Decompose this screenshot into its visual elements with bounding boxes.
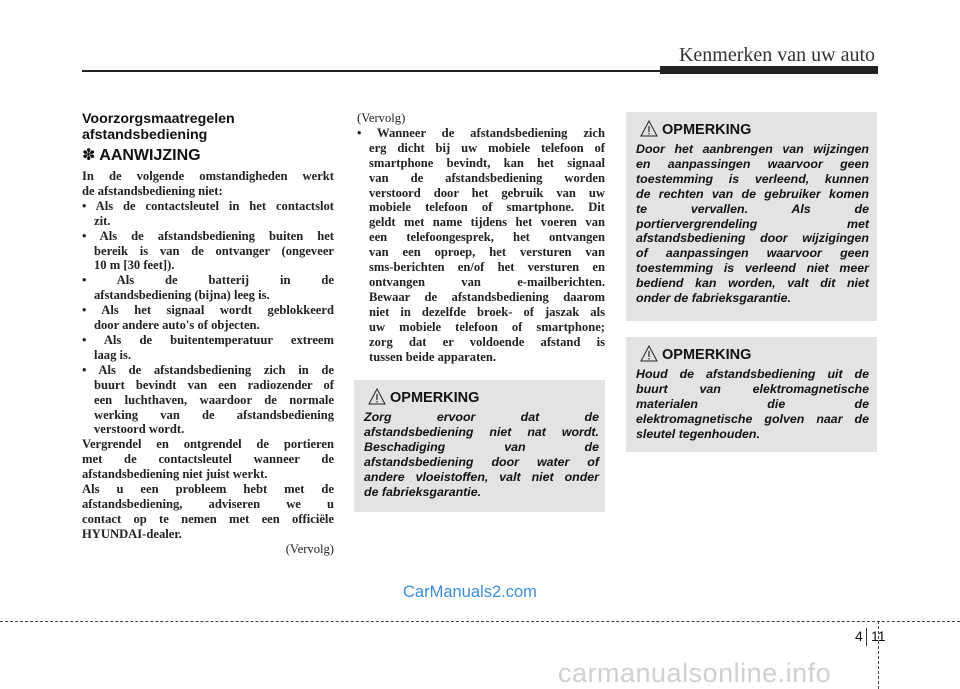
warning-line: of aanpassingen waarvoor geen (636, 246, 869, 261)
bullet-line: door andere auto's of objecten. (94, 318, 260, 333)
warning-triangle-icon (368, 388, 386, 406)
warning-box (626, 337, 877, 452)
warning-line: andere vloeistoffen, valt niet onder (364, 469, 599, 484)
bullet-line: sms-berichten en/of het versturen en (369, 260, 605, 275)
bullet-line: niet in dezelfde broek- of jaszak als (369, 304, 605, 319)
paragraph (82, 437, 334, 482)
footer-rule (0, 621, 960, 622)
bullet-item (82, 363, 334, 438)
bullet-line: zit. (94, 213, 111, 228)
bullet-line: • Als de contactsleutel in het contactslot (82, 198, 334, 213)
bullet-line: geldt met name tijdens het voeren van (369, 215, 605, 230)
paragraph (82, 482, 334, 542)
warning-line: Zorg ervoor dat de (364, 410, 599, 424)
column-left (82, 111, 334, 557)
warning-line: materialen die de (636, 396, 869, 411)
warning-line: de fabrieksgarantie. (364, 484, 482, 499)
bullet-line: van de afstandsbediening worden (369, 170, 605, 185)
warning-line: Beschadiging van de (364, 439, 599, 454)
bullet-line: een luchthaven, waardoor de normale (94, 392, 334, 407)
warning-line: afstandsbediening door wijzigingen (636, 231, 869, 246)
warning-line: sleutel tegenhouden. (636, 426, 760, 441)
warning-body (364, 410, 599, 499)
warning-title: OPMERKING (662, 347, 752, 363)
warning-line: de rechten van de gebruiker komen (636, 186, 869, 201)
warning-box (626, 112, 877, 321)
bullet-line: tussen beide apparaten. (369, 349, 497, 364)
paragraph-line: HYUNDAI-dealer. (82, 526, 182, 541)
warning-line: elektromagnetische golven naar de (636, 411, 869, 426)
watermark-text: carmanualsonline.info (558, 658, 832, 688)
warning-line: en aanpassingen waarvoor geen (636, 156, 869, 171)
paragraph-line: Als u een probleem hebt met de (82, 482, 334, 497)
section-heading-line: Voorzorgsmaatregelen (82, 111, 235, 127)
warning-line: onder de fabrieksgarantie. (636, 291, 791, 306)
warning-line: toestemming is verleend niet meer (636, 261, 869, 276)
warning-line: bediend kan worden, valt dit niet (636, 276, 869, 291)
chapter-number: 4 (855, 628, 863, 644)
bullet-line: • Als het signaal wordt geblokkeerd (82, 303, 334, 318)
bullet-line: laag is. (94, 347, 132, 362)
paragraph-line: met de contactsleutel wanneer de (82, 452, 334, 467)
page-number: 11 (871, 628, 886, 644)
paragraph-line: Vergrendel en ontgrendel de portieren (82, 437, 334, 452)
bullet-item (82, 303, 334, 333)
bullet-item (82, 199, 334, 229)
warning-line: portiervergrendeling met (636, 216, 869, 231)
bullet-line: Bewaar de afstandsbediening daarom (369, 289, 605, 304)
bullet-line: afstandsbediening (bijna) leeg is. (94, 288, 270, 303)
bullet-line: zorg dat er voldoende afstand is (369, 334, 605, 349)
watermark-link[interactable]: CarManuals2.com (403, 583, 537, 601)
warning-title: OPMERKING (390, 390, 480, 406)
bullet-line: 10 m [30 feet]). (94, 258, 175, 273)
column-middle (357, 111, 605, 364)
warning-line: te vervallen. Als de (636, 201, 869, 216)
header-rule (82, 70, 662, 72)
intro-line: de afstandsbediening niet: (82, 183, 223, 198)
bullet-line: verstoord wordt. (94, 422, 185, 437)
section-heading (82, 111, 334, 143)
warning-line: buurt van elektromagnetische (636, 381, 869, 396)
bullet-line: • Als de batterij in de (82, 273, 334, 288)
bullet-item (357, 126, 605, 365)
warning-line: afstandsbediening niet nat wordt. (364, 424, 599, 439)
bullet-line: verstoord door het gebruik van uw (369, 185, 605, 200)
bullet-line: van een oproep, het versturen van (369, 245, 605, 260)
warning-line: afstandsbediening door water of (364, 454, 599, 469)
bullet-line: werking van de afstandsbediening (94, 407, 334, 422)
warning-line: toestemming is verleend, kunnen (636, 171, 869, 186)
warning-line: Door het aanbrengen van wijzingen (636, 142, 869, 156)
notice-heading: ✽ AANWIJZING (82, 147, 201, 164)
paragraph-line: afstandsbediening, adviseren we u (82, 496, 334, 511)
bullet-line: • Als de afstandsbediening buiten het (82, 228, 334, 243)
bullet-line: • Wanneer de afstandsbediening zich (357, 125, 605, 140)
warning-title: OPMERKING (662, 122, 752, 138)
page-header-title: Kenmerken van uw auto (678, 44, 875, 66)
bullet-line: buurt bevindt van een radiozender of (94, 377, 334, 392)
continued-label: (Vervolg) (285, 541, 334, 556)
warning-triangle-icon (640, 345, 658, 363)
bullet-line: erg dicht bij uw mobiele telefoon of (369, 140, 605, 155)
intro-line: In de volgende omstandigheden werkt (82, 169, 334, 183)
warning-body (636, 367, 869, 442)
paragraph-line: contact op te nemen met een officiële (82, 511, 334, 526)
bullet-item (82, 273, 334, 303)
header-rule-thick (660, 66, 878, 74)
warning-box (354, 380, 605, 512)
paragraph-line: afstandsbediening niet juist werkt. (82, 467, 268, 482)
section-heading-line: afstandsbediening (82, 127, 208, 143)
bullet-line: mobiele telefoon of smartphone. Dit (369, 200, 605, 215)
bullet-item (82, 333, 334, 363)
bullet-line: smartphone bevindt, kan het signaal (369, 155, 605, 170)
bullet-line: uw mobiele telefoon of smartphone; (369, 319, 605, 334)
warning-line: Houd de afstandsbediening uit de (636, 367, 869, 381)
page-number-separator (866, 628, 867, 646)
bullet-line: een telefoongesprek, het ontvangen (369, 230, 605, 245)
continued-label: (Vervolg) (357, 111, 406, 125)
bullet-line: • Als de afstandsbediening zich in de (82, 362, 334, 377)
warning-body (636, 142, 869, 306)
bullet-line: ontvangen van e-mailberichten. (369, 274, 605, 289)
bullet-item (82, 229, 334, 274)
bullet-line: bereik is van de ontvanger (ongeveer (94, 243, 334, 258)
warning-triangle-icon (640, 120, 658, 138)
bullet-line: • Als de buitentemperatuur extreem (82, 332, 334, 347)
